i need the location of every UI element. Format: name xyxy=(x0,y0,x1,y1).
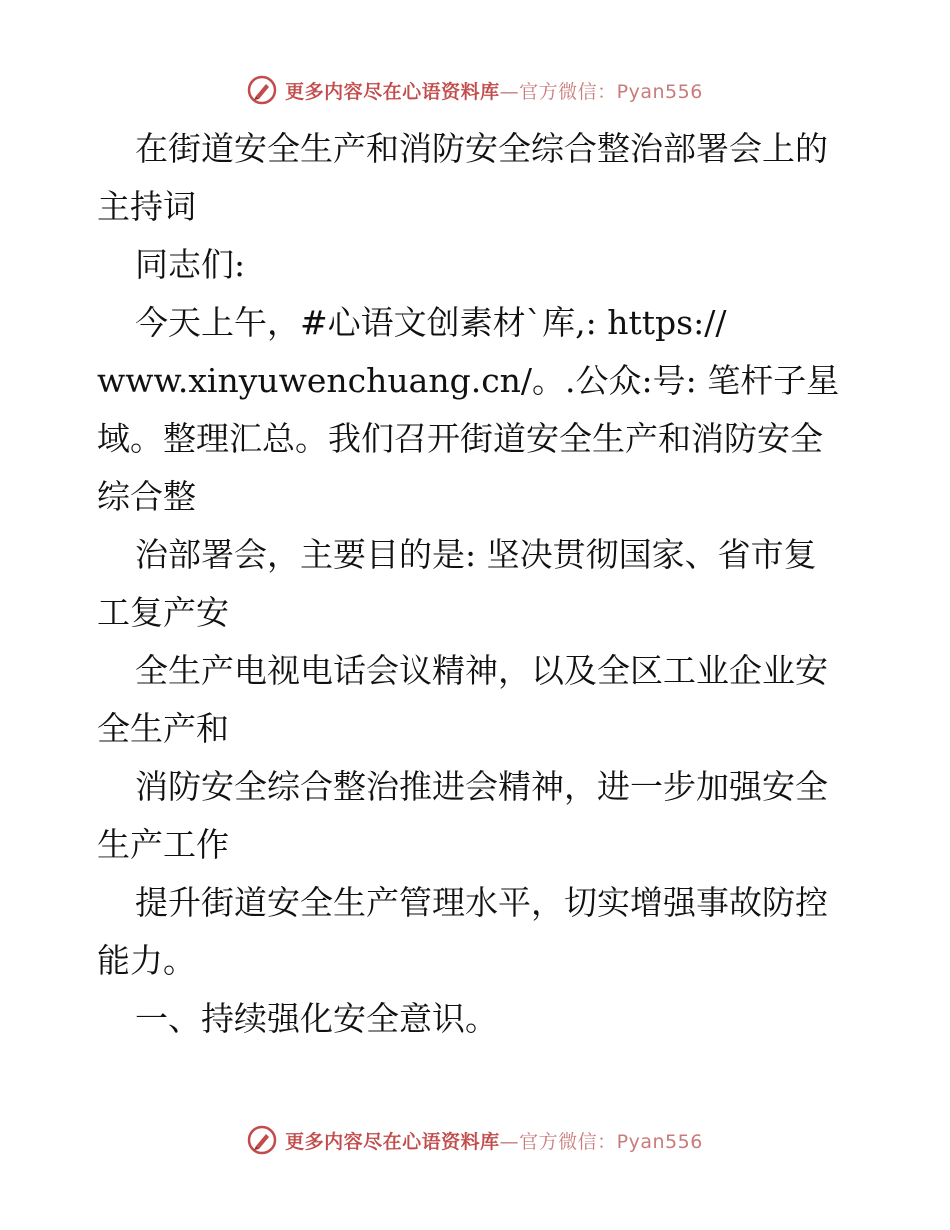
watermark-banner-bottom xyxy=(0,1120,950,1160)
watermark-rest-text: —官方微信：Pyan556 xyxy=(499,80,703,103)
watermark-bold-text: 更多内容尽在心语资料库 xyxy=(285,80,500,103)
paragraph-line: 今天上午，#心语文创素材`库,: https:// xyxy=(135,303,727,342)
pen-logo-icon xyxy=(247,75,277,105)
pen-logo-icon xyxy=(247,1125,277,1155)
paragraph-line: 全生产和 xyxy=(97,709,229,748)
paragraph-line: 综合整 xyxy=(97,477,196,516)
watermark-banner-top xyxy=(0,70,950,110)
document-body xyxy=(97,120,857,1048)
watermark-text xyxy=(285,1127,703,1154)
watermark-bold-text: 更多内容尽在心语资料库 xyxy=(285,1130,500,1153)
title-line-2: 主持词 xyxy=(97,187,196,226)
paragraph-line: 工复产安 xyxy=(97,593,229,632)
paragraph-line: 消防安全综合整治推进会精神，进一步加强安全 xyxy=(135,767,828,806)
paragraph-line: 提升街道安全生产管理水平，切实增强事故防控 xyxy=(135,883,828,922)
paragraph-line: 能力。 xyxy=(97,941,196,980)
title-line-1: 在街道安全生产和消防安全综合整治部署会上的 xyxy=(135,129,828,168)
watermark-text xyxy=(285,77,703,104)
section-heading: 一、持续强化安全意识。 xyxy=(135,999,498,1038)
paragraph-line: 生产工作 xyxy=(97,825,229,864)
paragraph-line: 治部署会，主要目的是: 坚决贯彻国家、省市复 xyxy=(135,535,817,574)
paragraph-line: www.xinyuwenchuang.cn/。.公众:号: 笔杆子星 xyxy=(97,361,840,400)
watermark-rest-text: —官方微信：Pyan556 xyxy=(499,1130,703,1153)
paragraph-line: 全生产电视电话会议精神，以及全区工业企业安 xyxy=(135,651,828,690)
paragraph-line: 域。整理汇总。我们召开街道安全生产和消防安全 xyxy=(97,419,823,458)
salutation: 同志们: xyxy=(135,245,246,284)
